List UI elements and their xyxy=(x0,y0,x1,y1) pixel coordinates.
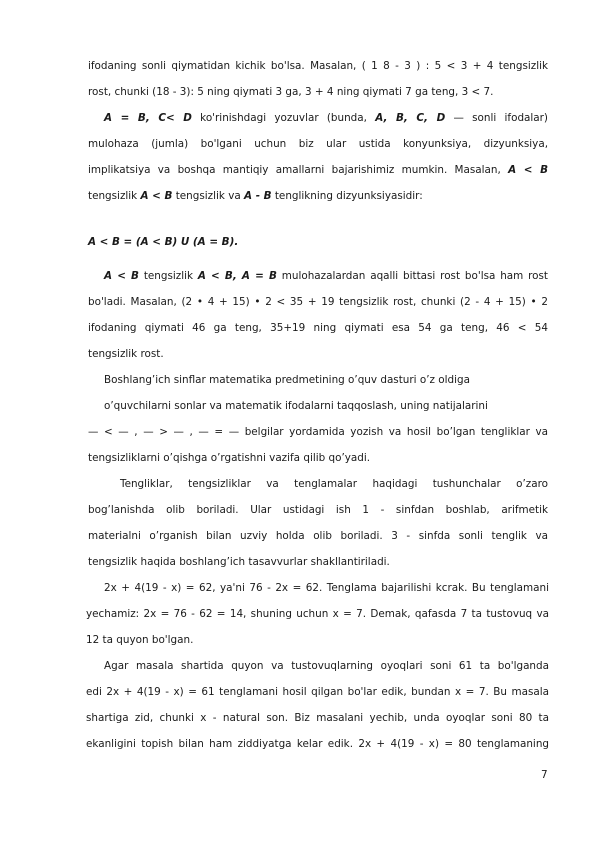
text-line-23: edi 2x + 4(19 - x) = 61 tenglamani hosil qilgan bo'lar edik, bundan x = 7. Bu masala xyxy=(86,686,549,698)
text-line-10: tengsizlik rost. xyxy=(88,348,164,360)
text-line-12: o’quvchilarni sonlar va matematik ifodalarni taqqoslash, uning natijalarini xyxy=(104,400,488,412)
text-line-18: tengsizlik haqida boshlang’ich tasavvurlar shakllantiriladi. xyxy=(88,556,390,568)
text-line-11: Boshlang’ich sinflar matematika predmetining o’quv dasturi o’z oldiga xyxy=(104,374,470,386)
text-line-2: rost, chunki (18 - 3): 5 ning qiymati 3 ga, 3 + 4 ning qiymati 7 ga teng, 3 < 7. xyxy=(88,86,494,98)
text-line-4: mulohaza (jumla) bo'lgani uchun biz ular ustida konyunksiya, dizyunksiya, xyxy=(88,138,548,150)
page-number: 7 xyxy=(541,769,548,781)
text-line-17: materialni o’rganish bilan uzviy holda olib boriladi. 3 - sinfda sonli tenglik va xyxy=(88,530,548,542)
emphasis-text: A = B, C< D xyxy=(104,112,192,124)
text-line-20: yechamiz: 2x = 76 - 62 = 14, shuning uchun x = 7. Demak, qafasda 7 ta tustovuq va xyxy=(86,608,549,620)
text-line-22: Agar masala shartida quyon va tustovuqlarning oyoqlari soni 61 ta bo'lganda xyxy=(104,660,549,672)
text-line-21: 12 ta quyon bo'lgan. xyxy=(86,634,194,646)
text-line-16: bog’lanishda olib boriladi. Ular ustidagi ish 1 - sinfdan boshlab, arifmetik xyxy=(88,504,548,516)
emphasis-text: A - B xyxy=(244,190,272,202)
text-line-5: implikatsiya va boshqa mantiqiy amallarni bajarishimiz mumkin. Masalan, A < B xyxy=(88,164,548,176)
text-line-7: A < B tengsizlik A < B, A = B mulohazalardan aqalli bittasi rost bo'lsa ham rost xyxy=(104,270,548,282)
text-line-6: tengsizlik A < B tengsizlik va A - B tenglikning dizyunksiyasidir: xyxy=(88,190,423,202)
emphasis-text: A < B xyxy=(508,164,548,176)
text-line-3: A = B, C< D ko'rinishdagi yozuvlar (bunda, A, B, C, D — sonli ifodalar) xyxy=(104,112,548,124)
text-line-9: ifodaning qiymati 46 ga teng, 35+19 ning qiymati esa 54 ga teng, 46 < 54 xyxy=(88,322,548,334)
text-line-15: Tengliklar, tengsizliklar va tenglamalar haqidagi tushunchalar o’zaro xyxy=(120,478,548,490)
text-line-14: tengsizliklarni o’qishga o’rgatishni vazifa qilib qo’yadi. xyxy=(88,452,371,464)
emphasis-text: A < B xyxy=(140,190,173,202)
text-line-13: — < — , — > — , — = — belgilar yordamida yozish va hosil bo’lgan tengliklar va xyxy=(88,426,548,438)
text-line-19: 2x + 4(19 - x) = 62, ya'ni 76 - 2x = 62. Tenglama bajarilishi kcrak. Bu tenglamani xyxy=(104,582,549,594)
text-line-25: ekanligini topish bilan ham ziddiyatga kelar edik. 2x + 4(19 - x) = 80 tenglamaning xyxy=(86,738,549,750)
text-line-1: ifodaning sonli qiymatidan kichik bo'lsa. Masalan, ( 1 8 - 3 ) : 5 < 3 + 4 tengsizlik xyxy=(88,60,548,72)
emphasis-text: A < B xyxy=(104,270,139,282)
text-line-8: bo'ladi. Masalan, (2 • 4 + 15) • 2 < 35 + 19 tengsizlik rost, chunki (2 - 4 + 15) • 2 xyxy=(88,296,548,308)
text-line-24: shartiga zid, chunki x - natural son. Biz masalani yechib, unda oyoqlar soni 80 ta xyxy=(86,712,549,724)
emphasis-text: A < B, A = B xyxy=(197,270,277,282)
emphasis-text: A < B = (A < B) U (A = B). xyxy=(88,236,239,248)
emphasis-text: A, B, C, D xyxy=(375,112,446,124)
formula-line xyxy=(88,236,548,249)
